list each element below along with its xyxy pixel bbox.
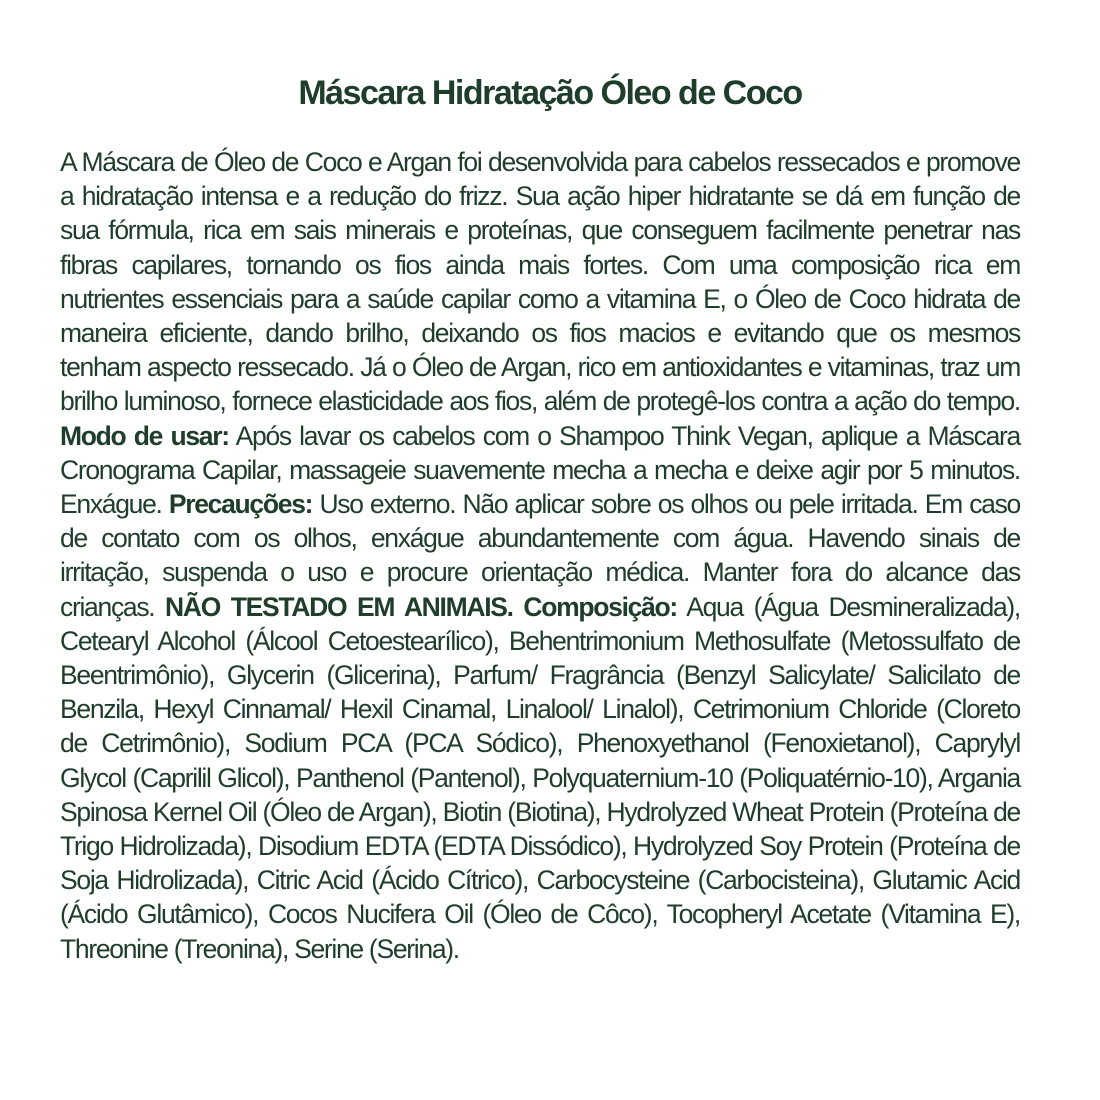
composition-text: Aqua (Água Desmineralizada), Cetearyl Alcohol (Álcool Cetoestearílico), Behentrimonium Methosulfate (Metossulfato de Beentrimônio), Glycerin (Glicerina), Parfum/ Fragrância (Benzyl Salicylate/ Salicilato de Benzila, Hexyl Cinnamal/ Hexil Cinamal, Linalool/ Linalol), Cetrimonium Chloride (Cloreto de Cetrimônio), Sodium PCA (PCA Sódico), Phenoxyethanol (Fenoxietanol), Caprylyl Glycol (Caprilil Glicol), Panthenol (Pantenol), Polyquaternium-10 (Poliquatérnio-10), Argania Spinosa Kernel Oil (Óleo de Argan), Biotin (Biotina), Hydrolyzed Wheat Protein (Proteína de Trigo Hidrolizada), Disodium EDTA (EDTA Dissódico), Hydrolyzed Soy Protein (Proteína de Soja Hidrolizada), Citric Acid (Ácido Cítrico), Carbocysteine (Carbocisteina), Glutamic Acid (Ácido Glutâmico), Cocos Nucifera Oil (Óleo de Côco), Tocopheryl Acetate (Vitamina E), Threonine (Treonina), Serine (Serina). [60, 591, 1020, 964]
usage-label: Modo de usar: [60, 420, 229, 451]
composition-label: Composição: [523, 591, 677, 622]
description-text: A Máscara de Óleo de Coco e Argan foi desenvolvida para cabelos ressecados e promove a hidratação intensa e a redução do frizz. Sua ação hiper hidratante se dá em função de sua fórmula, rica em sais minerais e proteínas, que conseguem facilmente penetrar nas fibras capilares, tornando os fios ainda mais fortes. Com uma composição rica em nutrientes essenciais para a saúde capilar como a vitamina E, o Óleo de Coco hidrata de maneira eficiente, dando brilho, deixando os fios macios e evitando que os mesmos tenham aspecto ressecado. Já o Óleo de Argan, rico em antioxidantes e vitaminas, traz um brilho luminoso, fornece elasticidade aos fios, além de protegê-los contra a ação do tempo. [60, 147, 1020, 417]
page-title: Máscara Hidratação Óleo de Coco [298, 74, 802, 112]
usage-text: Após lavar os cabelos com o Shampoo Think Vegan, aplique a Máscara Cronograma Capilar, massageie suavemente mecha a mecha e deixe agir por 5 minutos. Enxágue. [60, 420, 1020, 520]
precautions-text: Uso externo. Não aplicar sobre os olhos ou pele irritada. Em caso de contato com os olhos, enxágue abundantemente com água. Havendo sinais de irritação, suspenda o uso e procure orientação médica. Manter fora do alcance das crianças. [60, 489, 1020, 622]
product-description-block [60, 145, 1020, 966]
precautions-label: Precauções: [168, 489, 313, 520]
not-tested-notice: NÃO TESTADO EM ANIMAIS. [165, 591, 513, 622]
